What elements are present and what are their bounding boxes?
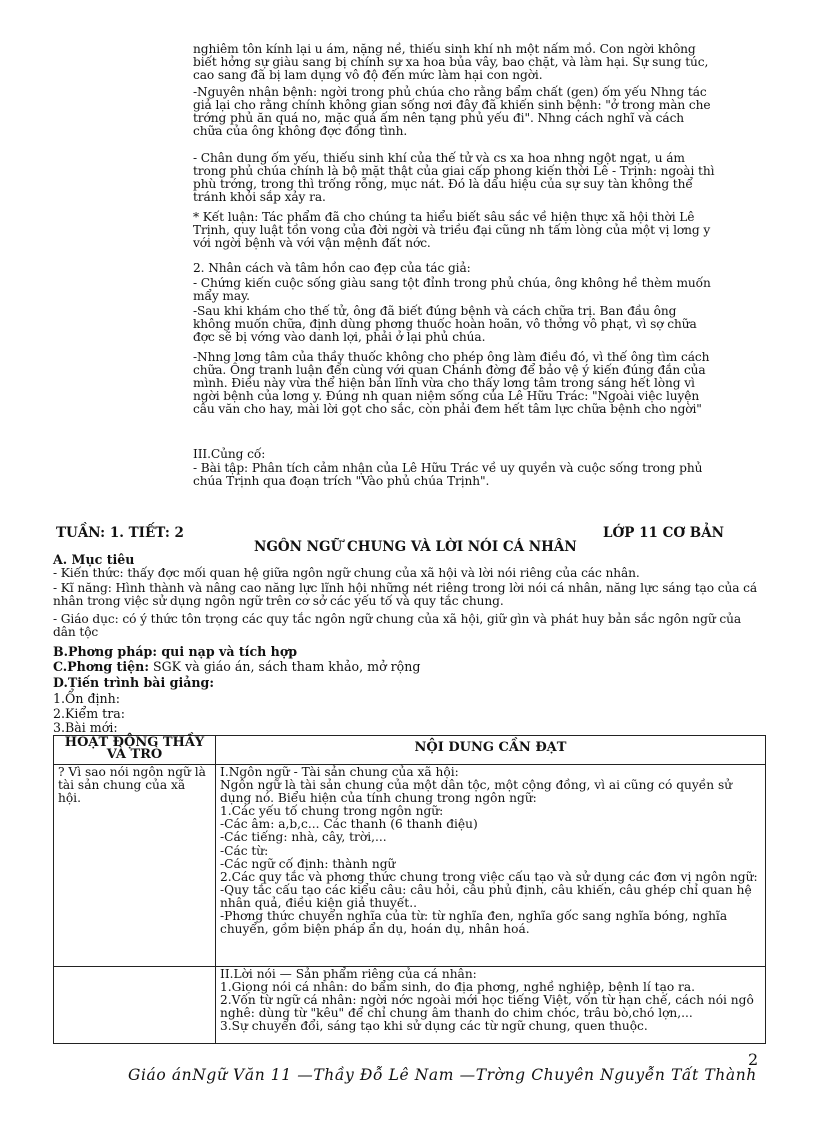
intro-exercise: - Bài tập: Phân tích cảm nhận của Lê Hữu Trác về uy quyền và cuộc sống trong phủ chúa Trịnh qua đoạn trích "Vào phủ chúa Trịnh". <box>193 461 703 489</box>
content-line: -Các ngữ cố định: thành ngữ <box>220 856 396 871</box>
goals-heading: A. Mục tiêu <box>53 552 135 567</box>
means-text: SGK và giáo án, sách tham khảo, mở rộng <box>148 659 421 674</box>
content-line: -Các từ: <box>220 843 269 858</box>
method-label: B.Phơng pháp: <box>53 644 157 659</box>
intro-heading-2: 2. Nhân cách và tâm hồn cao đẹp của tác giả: <box>193 261 471 275</box>
means-line <box>53 660 420 673</box>
intro-paragraph-4: - Chứng kiến cuộc sống giàu sang tột đỉnh trong phủ chúa, ông không hề thèm muốn mẩy may. <box>193 276 711 304</box>
intro-conclusion: * Kết luận: Tác phẩm đã cho chúng ta hiểu biết sâu sắc về hiện thực xã hội thời Lê Trịnh, quy luật tồn vong của đời ngời và triều đại cũng nh tấm lòng của một vị lơng y với ngời bệnh và với vận mệnh đất nớc. <box>193 210 711 251</box>
goals-skills: - Kĩ năng: Hình thành và nâng cao năng lực lĩnh hội những nét riêng trong lời nói cá nhân, năng lực sáng tạo của cá nhân trong việc sử dụng ngôn ngữ trên cơ sở các yếu tố và quy tắc chung. <box>53 581 758 609</box>
intro-paragraph-5: -Sau khi khám cho thế tử, ông đã biết đúng bệnh và cách chữa trị. Ban đầu ông không muốn chữa, định dùng phơng thuốc hoàn hoãn, vô thởng vô phạt, vì sợ chữa đợc sẽ bị vớng vào danh lợi, phải ở lại phủ chúa. <box>193 304 697 345</box>
means-label: C.Phơng tiện: <box>53 659 149 674</box>
process-step-3: 3.Bài mới: <box>53 720 118 735</box>
row2-content <box>216 967 766 1044</box>
content-line: I.Ngôn ngữ - Tài sản chung của xã hội: <box>220 765 459 779</box>
table-row <box>54 765 766 967</box>
header-activity: HOẠT ĐỘNG THẦY VÀ TRÒ <box>54 736 216 765</box>
lesson-table <box>53 735 766 1044</box>
content-line: 2.Vốn từ ngữ cá nhân: ngời nớc ngoài mới học tiếng Việt, vốn từ hạn chế, cách nói ngô nghê: dùng từ "kêu" để chỉ chung âm thanh do chim chóc, trâu bò,chó lợn,... <box>220 993 754 1021</box>
page-number: 2 <box>748 1050 759 1069</box>
content-line: 1.Các yếu tố chung trong ngôn ngữ: <box>220 804 444 819</box>
intro-paragraph-1: nghiêm tôn kính lại u ám, nặng nề, thiếu sinh khí nh một nấm mồ. Con ngời không biết hởng sự giàu sang bị chính sự xa hoa bủa vây, bao chặt, và làm hại. Sự sung túc, cao sang đã bị lam dụng vô độ đến mức làm hại con ngời. <box>193 42 709 83</box>
lesson-title: NGÔN NGỮ CHUNG VÀ LỜI NÓI CÁ NHÂN <box>254 539 577 555</box>
intro-paragraph-6: -Nhng lơng tâm của thầy thuốc không cho phép ông làm điều đó, vì thế ông tìm cách chữa. Ông tranh luận đến cùng với quan Chánh đờng để bảo vệ ý kiến đúng đắn của mình. Điều này vừa thể hiện bản lĩnh vừa cho thấy lơng tâm trong sáng hết lòng vì ngời bệnh của lơng y. Đúng nh quan niệm sống của Lê Hữu Trác: "Ngoài việc luyện câu văn cho hay, mài lời gọt cho sắc, còn phải đem hết tâm lực chữa bệnh cho ngời" <box>193 350 710 417</box>
content-line: -Các tiếng: nhà, cây, trời,... <box>220 830 387 845</box>
header-content: NỘI DUNG CẦN ĐẠT <box>216 736 766 765</box>
method-text: qui nạp và tích hợp <box>156 644 298 659</box>
row1-activity: ? Vì sao nói ngôn ngữ là tài sản chung của xã hội. <box>54 765 216 967</box>
intro-heading-3: III.Củng cố: <box>193 447 266 461</box>
content-line: -Các âm: a,b,c... Các thanh (6 thanh điệu) <box>220 817 478 832</box>
content-line: 3.Sự chuyển đổi, sáng tạo khi sử dụng các từ ngữ chung, quen thuộc. <box>220 1019 648 1034</box>
page-footer: Giáo ánNgữ Văn 11 —Thầy Đỗ Lê Nam —Trờng Chuyên Nguyễn Tất Thành <box>128 1066 757 1084</box>
content-line: -Quy tắc cấu tạo các kiểu câu: câu hỏi, câu phủ định, câu khiến, câu ghép chỉ quan hệ nhân quả, điều kiện giả thuyết.. <box>220 882 752 910</box>
lesson-grade: LỚP 11 CƠ BẢN <box>603 525 725 541</box>
table-row <box>54 967 766 1044</box>
content-line: Ngôn ngữ là tài sản chung của một dân tộc, một cộng đồng, vì ai cũng có quyền sử dụng nó. Biểu hiện của tính chung trong ngôn ngữ: <box>220 778 733 806</box>
intro-paragraph-2: -Nguyên nhân bệnh: ngời trong phủ chúa cho rằng bẩm chất (gen) ốm yếu Nhng tác giả lại cho rằng chính không gian sống nơi đây đã khiến sinh bệnh: "ở trong màn che trớng phủ ăn quá no, mặc quá ấm nên tạng phủ yếu đi". Nhng cách nghĩ và cách chữa của ông không đợc đồng tình. <box>193 85 711 139</box>
content-line: II.Lời nói — Sản phẩm riêng của cá nhân: <box>220 967 477 981</box>
table-header-row <box>54 736 766 765</box>
row1-content <box>216 765 766 967</box>
intro-paragraph-3: - Chân dung ốm yếu, thiếu sinh khí của thế tử và cs xa hoa nhng ngột ngạt, u ám trong phủ chúa chính là bộ mặt thật của giai cấp phong kiến thời Lê - Trịnh: ngoài thì phù trớng, trong thì trống rỗng, mục nát. Đó là dấu hiệu của sự suy tàn không thể tránh khỏi sắp xảy ra. <box>193 151 715 205</box>
content-line: -Phơng thức chuyển nghĩa của từ: từ nghĩa đen, nghĩa gốc sang nghĩa bóng, nghĩa chuyển, gồm biện pháp ẩn dụ, hoán dụ, nhân hoá. <box>220 909 728 937</box>
content-line: 1.Giọng nói cá nhân: do bẩm sinh, do địa phơng, nghề nghiệp, bệnh lí tạo ra. <box>220 980 696 995</box>
goals-education: - Giáo dục: có ý thức tôn trọng các quy tắc ngôn ngữ chung của xã hội, giữ gìn và phát huy bản sắc ngôn ngữ của dân tộc <box>53 612 742 640</box>
process-step-2: 2.Kiểm tra: <box>53 706 125 721</box>
method-line <box>53 645 297 658</box>
content-line: 2.Các quy tắc và phơng thức chung trong việc cấu tạo và sử dụng các đơn vị ngôn ngữ: <box>220 869 758 884</box>
process-heading: D.Tiến trình bài giảng: <box>53 675 214 690</box>
row2-activity <box>54 967 216 1044</box>
lesson-week: TUẦN: 1. TIẾT: 2 <box>56 525 184 541</box>
goals-knowledge: - Kiến thức: thấy đợc mối quan hệ giữa ngôn ngữ chung của xã hội và lời nói riêng của các nhân. <box>53 566 640 580</box>
process-step-1: 1.Ổn định: <box>53 691 121 706</box>
